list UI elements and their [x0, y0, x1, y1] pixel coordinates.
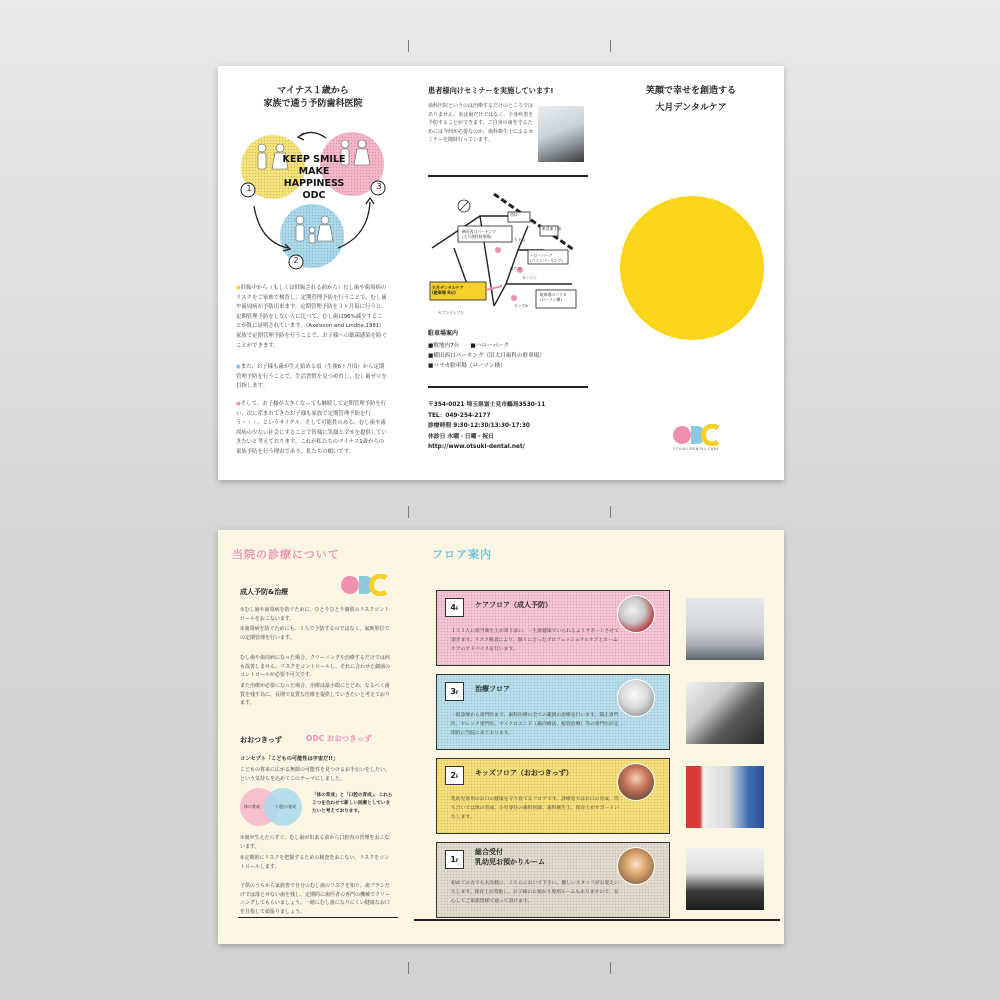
crop-mark — [408, 506, 409, 518]
map-label: 横田西口パーキング — [462, 229, 497, 234]
floor-card-3f — [436, 674, 670, 750]
kids-logo: ODC おおつきっず — [306, 734, 372, 743]
crop-mark — [610, 40, 611, 52]
tagline-line1: 笑顔で幸せを創造する — [645, 86, 736, 96]
parking-list — [428, 341, 545, 371]
floor-card-4f — [436, 590, 670, 666]
parking-item: ■横田西口パーキング（旧大月歯科の駐車場） — [428, 353, 545, 359]
paragraph-text: 妊娠中から（もしくは妊娠される前から）むし歯や歯周病のリスクをご家族で検査し、定期管理予防を行うことで、むし歯や歯周病が予防出来ます。定期管理予防を３ヶ月毎に行うと、定期管理予防をしない人に比べて、むし歯は96%減少することが既に証明されています。（Axelsson and Lindhe,1981）家族で定期管理予防を行うことで、お子様への細菌感染を防ぐことができます。 — [236, 285, 387, 349]
map-label: 大月デンタルケア — [432, 285, 464, 290]
floor-guide-heading: フロア案内 — [432, 548, 492, 561]
floor-number: 1 — [450, 855, 456, 864]
photo-treatment-floor — [686, 682, 764, 744]
floor-number: 4 — [450, 603, 456, 612]
crop-mark — [610, 962, 611, 974]
slogan-line: MAKE — [298, 166, 330, 177]
floor-badge — [445, 682, 464, 701]
map-label: ハローパーク — [530, 253, 553, 258]
pink-bullet-icon: ● — [236, 401, 241, 407]
map-label-rise: りそな — [514, 237, 526, 242]
body-paragraph-1 — [236, 284, 388, 351]
map-label-yokota-parking — [462, 229, 496, 239]
divider — [428, 175, 588, 177]
photo-kids-floor — [686, 766, 764, 828]
map-label: 駐車場のバラカ — [540, 292, 567, 297]
floor-badge — [445, 598, 464, 617]
floor-unit: F — [455, 690, 459, 695]
map-label: (駐車場 8台) — [432, 290, 456, 295]
kids-text-1: ①歯が生えたらすぐ、むし歯が出来る前から口腔内の管理をおこないます。 — [240, 835, 390, 850]
middle-panel — [418, 66, 594, 480]
panel-title-line1: マイナス１歳から — [277, 86, 349, 96]
map-label-lawson: ローソン — [522, 275, 538, 280]
concept-text: こどもの将来に広がる無限の可能性を見つけるお手伝いをしたい。という気持ちを込めてこのテーマにしました。 — [240, 767, 391, 782]
website-url[interactable]: http://www.otsuki-dental.net/ — [428, 444, 525, 450]
seminar-title: 患者様向けセミナーを実施しています! — [428, 86, 554, 95]
venn-note: 「体の育成」と「口腔の育成」、これら２つを合わせて新しい医療としていきたいと考えております。 — [312, 793, 393, 814]
seminar-photo — [538, 106, 584, 162]
crop-mark — [408, 40, 409, 52]
floor-name-line: 乳幼児お預かりルーム — [475, 858, 545, 866]
body-paragraph-3 — [236, 400, 388, 458]
floor-description: 初めての方でも丸気軽に、こちらにおいで下さい。優しいスタッフがお迎えいたします。保育士が常駐し、お子様のお預かり専用ルームもありますので、安心してご家族皆様で通って頂けます。 — [451, 881, 619, 904]
map-label: (大月歯科駐車場) — [462, 234, 492, 239]
diagram-slogan — [258, 154, 370, 202]
diagram-number-2: 2 — [293, 256, 299, 265]
floor-description: 一般診療から専門医まで、歯科医療の全ての範囲の治療を行います。矯正専門医、セレック専門医、マイクロエンド（歯内療法、根管治療）等の専門医が定期的に当院に来ております。 — [451, 713, 619, 736]
left-panel — [218, 66, 408, 480]
photo-care-floor — [686, 598, 764, 660]
tagline-line2: 大月デンタルケア — [655, 103, 727, 113]
kids-text-3: 子供のうちから家族皆で自分のむし歯のリスクを知り、歯ブラシだけでは落とせない歯を残し、定期的に歯医者の専門の機械でクリーニングしてもらいましょう。一緒にむし歯になりにくい健康なお口を目指して頑張りましょう。 — [240, 883, 391, 915]
parking-item: ■バラカ駐車場（ローソン横） — [428, 363, 506, 369]
floor-photo-circle — [617, 679, 655, 717]
diagram-number-3: 3 — [376, 182, 382, 191]
map-label-bigu: ビッグA — [514, 303, 528, 308]
map-label-clinic — [432, 285, 464, 295]
map-label-seven: セブンイレブン — [438, 310, 465, 315]
venn-label-body: 体の育成 — [244, 804, 260, 809]
map-label-tobu: 東武東上線 — [542, 226, 561, 231]
body-paragraph-2 — [236, 363, 388, 392]
kids-text-2: ②定期的にリスクを把握するための検査をおこない、リスクをコントロールします。 — [240, 855, 390, 870]
floor-number: 3 — [450, 687, 456, 696]
floor-name: ケアフロア（成人予防） — [475, 601, 552, 609]
panel-title-line2: 家族で通う予防歯科医院 — [263, 99, 363, 109]
map-label-hachiya: はちや — [510, 266, 522, 271]
floor-unit: F — [455, 858, 459, 863]
map-label: (ローソン横) — [540, 297, 562, 302]
blue-bullet-icon: ● — [236, 364, 241, 370]
holidays: 休診日 水曜・日曜・祝日 — [428, 433, 494, 440]
cover-panel — [598, 66, 784, 480]
floor-card-1f — [436, 842, 670, 918]
slogan-line: KEEP SMILE — [282, 154, 346, 165]
floor-guide-panel — [218, 530, 784, 944]
parking-item: ■敷地内7台 ■ハローパーク — [428, 343, 509, 349]
crop-mark — [610, 506, 611, 518]
parking-title: 駐車場案内 — [428, 330, 459, 337]
brochure-outside-sheet — [218, 66, 784, 480]
adult-text-3: むし歯や歯周病になった場合、クリーニングや治療するだけでは何も改善しません。リスクをコントロールし、それに合わせた細菌のコントロールが必要不可欠です。 — [240, 655, 391, 679]
slogan-line: HAPPINESS — [283, 178, 345, 189]
floor-photo-circle — [617, 595, 655, 633]
adult-text-1: ①むし歯や歯周病を防ぐために、ひとりひとり個別のリスクコントロールをおこないます。 — [240, 607, 390, 622]
divider — [428, 386, 588, 388]
logo-subtitle: OTSUKI DENTAL CARE — [672, 447, 720, 451]
floor-card-2f — [436, 758, 670, 834]
slogan-line: ODC — [302, 190, 326, 201]
map-label: (コインパーキング) — [530, 258, 563, 263]
floor-photo-circle — [617, 847, 655, 885]
contact-block — [428, 400, 545, 453]
map-label-bara — [540, 292, 567, 302]
diagram-number-1: 1 — [246, 184, 252, 193]
paragraph-text: また、お子様も歯が生え始める頃（生後6ヶ月頃）から定期管理予防を行うことで、生活習慣を見つめ直し、むし歯ゼロを目指します。 — [236, 364, 387, 390]
odc-logo — [672, 424, 720, 446]
floor-name: キッズフロア（おおつきっず） — [475, 769, 573, 777]
brochure-inside-sheet — [218, 530, 784, 944]
paragraph-text: そして、お子様が大きくなっても継続して定期管理予防を行い、次に産まれてきたお子様も家族で定期管理予防を行う・・・、というサイクル。そして可能性のある、むし歯や歯周病の少ない社会にすることで皆様に笑顔と幸せを提供していきたいと考えております。これが私たちのマイナス1歳からの家族予防を行う理由であり、私たちの願いです。 — [236, 401, 387, 455]
floor-description: 乳幼児専用のお口の健康を守り育てるフロアです。診療室ではお口の育成、待ち合いでは体の育成。小児専任の歯科医師、歯科衛生士、保育士がサポートいたします。 — [451, 797, 619, 820]
map-label-nishiguchi: 西口 — [510, 212, 518, 217]
floor-unit: F — [455, 774, 459, 779]
floor-baseline — [414, 919, 780, 921]
floor-badge — [445, 850, 464, 869]
floor-photo-circle — [617, 763, 655, 801]
treatment-heading: 当院の診療について — [232, 548, 340, 561]
kids-section-title: おおつきっず — [240, 736, 282, 744]
floor-name — [475, 847, 545, 867]
venn-label-mouth: 口腔の育成 — [276, 804, 296, 809]
yellow-bullet-icon: ● — [236, 285, 241, 291]
floor-badge — [445, 766, 464, 785]
adult-text-2: ②歯周病を防ぐためにも、１人で予防するのではなく、家族単位での定期管理を行います。 — [240, 626, 390, 641]
adult-text-4: また治療が必要になった場合、治療は最小限にとどめ、なるべく歯質を残す為に、長期で良質な医療を提供していきたいと考えております。 — [240, 683, 391, 707]
map-label-hellopark — [530, 253, 563, 263]
address: 〒354-0021 埼玉県富士見市鶴馬3530-11 — [428, 402, 546, 408]
adult-section-title: 成人予防&治療 — [240, 588, 289, 596]
telephone: TEL：049-254-2177 — [428, 412, 491, 419]
floor-name-line: 総合受付 — [475, 848, 503, 856]
yellow-sun-circle — [620, 196, 764, 340]
concept-title: コンセプト「こどもの可能性は宇宙だ!!」 — [240, 756, 339, 762]
floor-number: 2 — [450, 771, 456, 780]
crop-mark — [408, 962, 409, 974]
opening-hours: 診療時間 9:30-12:30/13:30-17:30 — [428, 423, 530, 429]
photo-reception-floor — [686, 848, 764, 910]
floor-name: 治療フロア — [475, 685, 510, 693]
floor-description: １人１人に担当衛生士が寄り添い、一生涯健康でいられるようサポートさせて頂きます。リスク検査により、個々に合ったプロフェッショナルケアとホームケアのアドバイスを行います。 — [451, 629, 619, 652]
floor-unit: F — [455, 606, 459, 611]
seminar-text: 歯科医院というのは治療するだけのところではありません。実は歯だけではなく、全身疾患を予防することができます。ご自身の歯を守るためには今何が必要なのか。歯科衛生士によるセミナーを随時行っています。 — [428, 103, 534, 144]
